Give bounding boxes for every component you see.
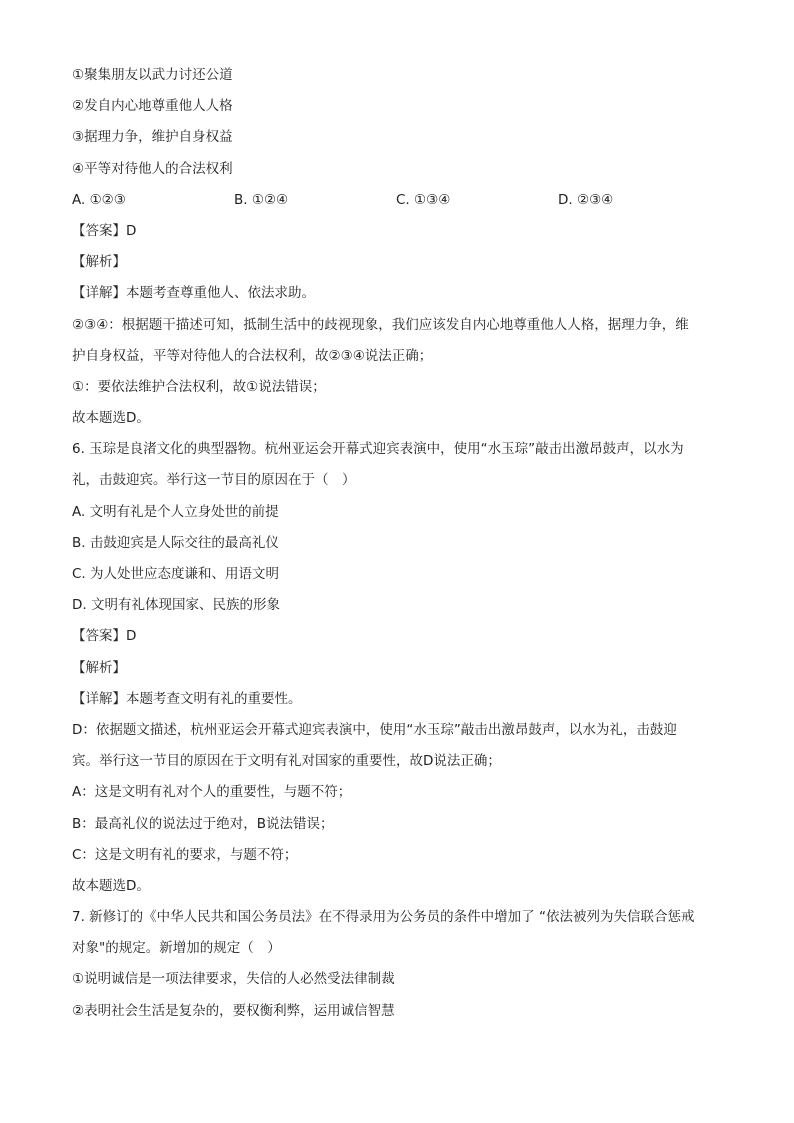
q6-explain-b: B：最高礼仪的说法过于绝对，B说法错误； [72,815,334,832]
q5-option-b: B. ①②④ [234,191,289,208]
q5-analysis-label: 【解析】 [72,254,126,271]
q5-item-3: ③据理力争，维护自身权益 [72,129,233,146]
q6-explain-d-b: 宾。举行这一节目的原因在于文明有礼对国家的重要性，故D说法正确； [72,753,501,770]
q5-conclusion: 故本题选D。 [72,410,150,427]
q5-item-4: ④平等对待他人的合法权利 [72,160,233,177]
q6-stem-a: 6. 玉琮是良渚文化的典型器物。杭州亚运会开幕式迎宾表演中，使用“水玉琮”敲击出激昂鼓声，以水为 [72,441,684,458]
q6-analysis-label: 【解析】 [72,659,126,676]
q6-explain-c: C：这是文明有礼的要求，与题不符； [72,846,298,863]
q5-explain-2: ①：要依法维护合法权利，故①说法错误； [72,378,326,395]
q6-option-d: D. 文明有礼体现国家、民族的形象 [72,597,280,614]
q6-detail: 【详解】本题考查文明有礼的重要性。 [72,690,302,707]
q7-item-2: ②表明社会生活是复杂的，要权衡利弊，运用诚信智慧 [72,1002,395,1019]
q7-item-1: ①说明诚信是一项法律要求，失信的人必然受法律制裁 [72,971,395,988]
q5-explain-1b: 护自身权益，平等对待他人的合法权利，故②③④说法正确； [72,347,433,364]
q5-detail: 【详解】本题考查尊重他人、依法求助。 [72,285,315,302]
q5-item-2: ②发自内心地尊重他人人格 [72,98,233,115]
q6-conclusion: 故本题选D。 [72,877,150,894]
q6-stem-b: 礼，击鼓迎宾。举行这一节目的原因在于（ ） [72,472,356,489]
q6-option-a: A. 文明有礼是个人立身处世的前提 [72,503,279,520]
q5-explain-1a: ②③④：根据题干描述可知，抵制生活中的歧视现象，我们应该发自内心地尊重他人人格，据理力争，维 [72,316,689,333]
q6-explain-a: A：这是文明有礼对个人的重要性，与题不符； [72,784,352,801]
q5-options [72,185,728,216]
q6-option-b: B. 击鼓迎宾是人际交往的最高礼仪 [72,534,279,551]
q6-answer: 【答案】D [72,628,137,645]
q7-stem-a: 7. 新修订的《中华人民共和国公务员法》在不得录用为公务员的条件中增加了 “依法被列为失信联合惩戒 [72,909,695,926]
document-page [72,60,728,1027]
q5-answer: 【答案】D [72,222,137,239]
q5-option-c: C. ①③④ [396,191,451,208]
q5-item-1: ①聚集朋友以武力讨还公道 [72,67,233,83]
q5-option-d: D. ②③④ [558,191,614,208]
q6-explain-d-a: D：依据题文描述，杭州亚运会开幕式迎宾表演中，使用“水玉琮”敲击出激昂鼓声，以水为礼，击鼓迎 [72,721,677,738]
q5-option-a: A. ①②③ [72,191,126,208]
q7-stem-b: 对象"的规定。新增加的规定（ ） [72,940,281,957]
q6-option-c: C. 为人处世应态度谦和、用语文明 [72,566,280,582]
